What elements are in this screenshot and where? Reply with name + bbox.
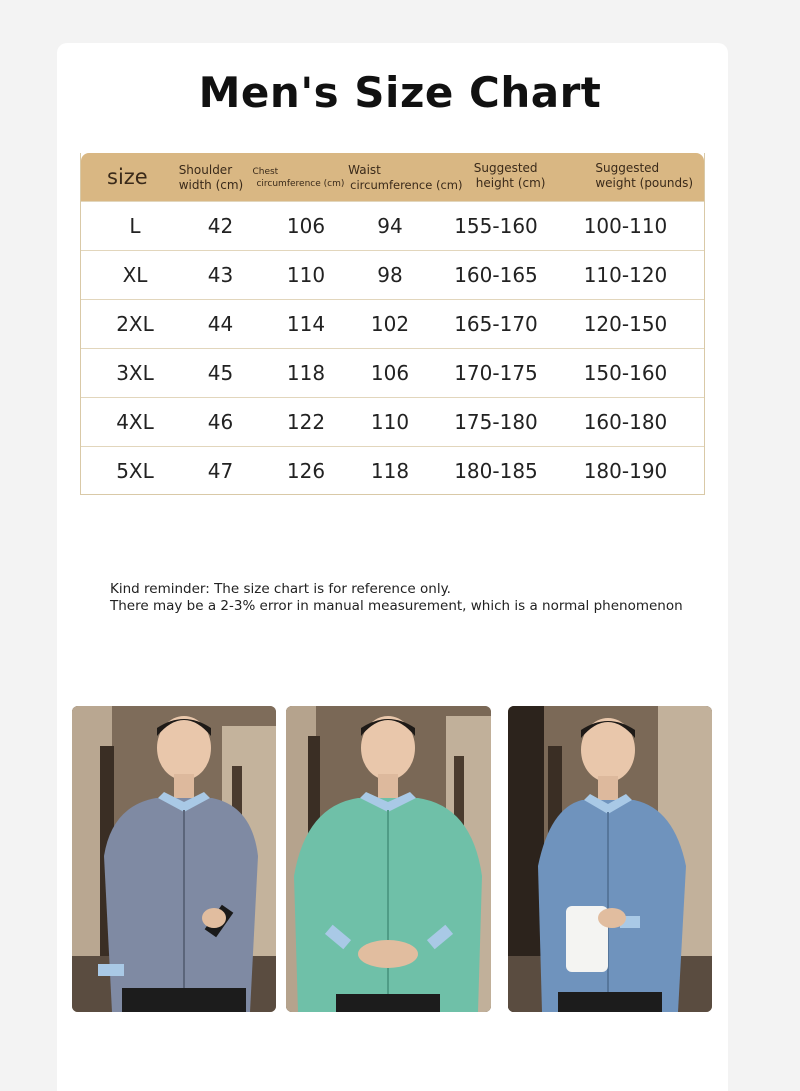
- cell-shoulder: 47: [207, 458, 234, 483]
- cell-waist: 94: [377, 214, 403, 238]
- table-row: [81, 397, 704, 446]
- table-row: [81, 201, 704, 250]
- cell-height: 175-180: [454, 410, 538, 434]
- cell-weight: 150-160: [583, 361, 668, 385]
- cell-weight: 180-190: [583, 458, 668, 483]
- cell-shoulder: 43: [207, 263, 234, 287]
- cell-waist: 98: [377, 263, 403, 287]
- cell-chest: 110: [286, 263, 326, 287]
- header-size: [81, 153, 177, 201]
- header-size-label: size: [107, 165, 148, 189]
- cell-shoulder: 44: [207, 312, 234, 336]
- header-chest: [250, 153, 346, 201]
- cell-height: 165-170: [454, 312, 538, 336]
- cell-weight: 100-110: [583, 214, 668, 238]
- cell-height: 155-160: [454, 214, 538, 238]
- header-height: [468, 153, 588, 201]
- cell-chest: 106: [286, 214, 326, 238]
- header-weight-line2: weight (pounds): [595, 176, 694, 190]
- table-row: [81, 250, 704, 299]
- cell-size: 2XL: [116, 312, 154, 336]
- cell-waist: 106: [370, 361, 410, 385]
- cell-chest: 122: [286, 410, 326, 434]
- reminder-line-1: Kind reminder: The size chart is for reference only.: [110, 581, 451, 597]
- model-photo-gray-shirt-image: [72, 706, 276, 1012]
- cell-shoulder: 46: [207, 410, 234, 434]
- header-weight: [587, 153, 704, 201]
- model-photo-gray-shirt: [72, 706, 276, 1012]
- model-photo-blue-shirt-image: [508, 706, 712, 1012]
- header-height-line2: height (cm): [475, 176, 546, 190]
- cell-chest: 114: [286, 312, 326, 336]
- cell-height: 160-165: [454, 263, 538, 287]
- table-row: [81, 348, 704, 397]
- table-row: [81, 446, 704, 494]
- cell-weight: 110-120: [583, 263, 668, 287]
- cell-size: XL: [122, 263, 148, 287]
- model-photo-green-shirt-image: [286, 706, 491, 1012]
- table-header: [81, 153, 704, 201]
- size-reminder-note: [110, 581, 683, 615]
- header-waist-line2: circumference (cm): [350, 178, 463, 192]
- cell-waist: 110: [370, 410, 410, 434]
- header-shoulder: [177, 153, 251, 201]
- header-shoulder-line2: width (cm): [178, 178, 244, 192]
- cell-size: 4XL: [116, 410, 154, 434]
- header-chest-line2: circumference (cm): [256, 179, 345, 189]
- model-photo-blue-shirt: [508, 706, 712, 1012]
- model-photo-green-shirt: [286, 706, 491, 1012]
- page-title: Men's Size Chart: [198, 68, 602, 117]
- cell-shoulder: 42: [207, 214, 234, 238]
- cell-waist: 118: [370, 458, 410, 483]
- cell-height: 170-175: [454, 361, 538, 385]
- cell-size: 3XL: [116, 361, 154, 385]
- table-row: [81, 299, 704, 348]
- cell-weight: 160-180: [583, 410, 668, 434]
- cell-waist: 102: [370, 312, 410, 336]
- cell-shoulder: 45: [207, 361, 234, 385]
- cell-chest: 118: [286, 361, 326, 385]
- cell-size: 5XL: [116, 458, 154, 483]
- header-waist: [346, 153, 468, 201]
- cell-height: 180-185: [454, 458, 538, 483]
- header-shoulder-line1: Shoulder: [178, 163, 233, 177]
- cell-chest: 126: [286, 458, 326, 483]
- header-height-line1: Suggested: [473, 161, 538, 175]
- header-waist-line1: Waist: [348, 163, 381, 177]
- cell-weight: 120-150: [583, 312, 668, 336]
- header-weight-line1: Suggested: [595, 161, 660, 175]
- size-table: [80, 153, 705, 495]
- cell-size: L: [129, 214, 141, 238]
- reminder-line-2: There may be a 2-3% error in manual measurement, which is a normal phenomenon: [110, 598, 683, 614]
- header-chest-line1: Chest: [252, 167, 279, 177]
